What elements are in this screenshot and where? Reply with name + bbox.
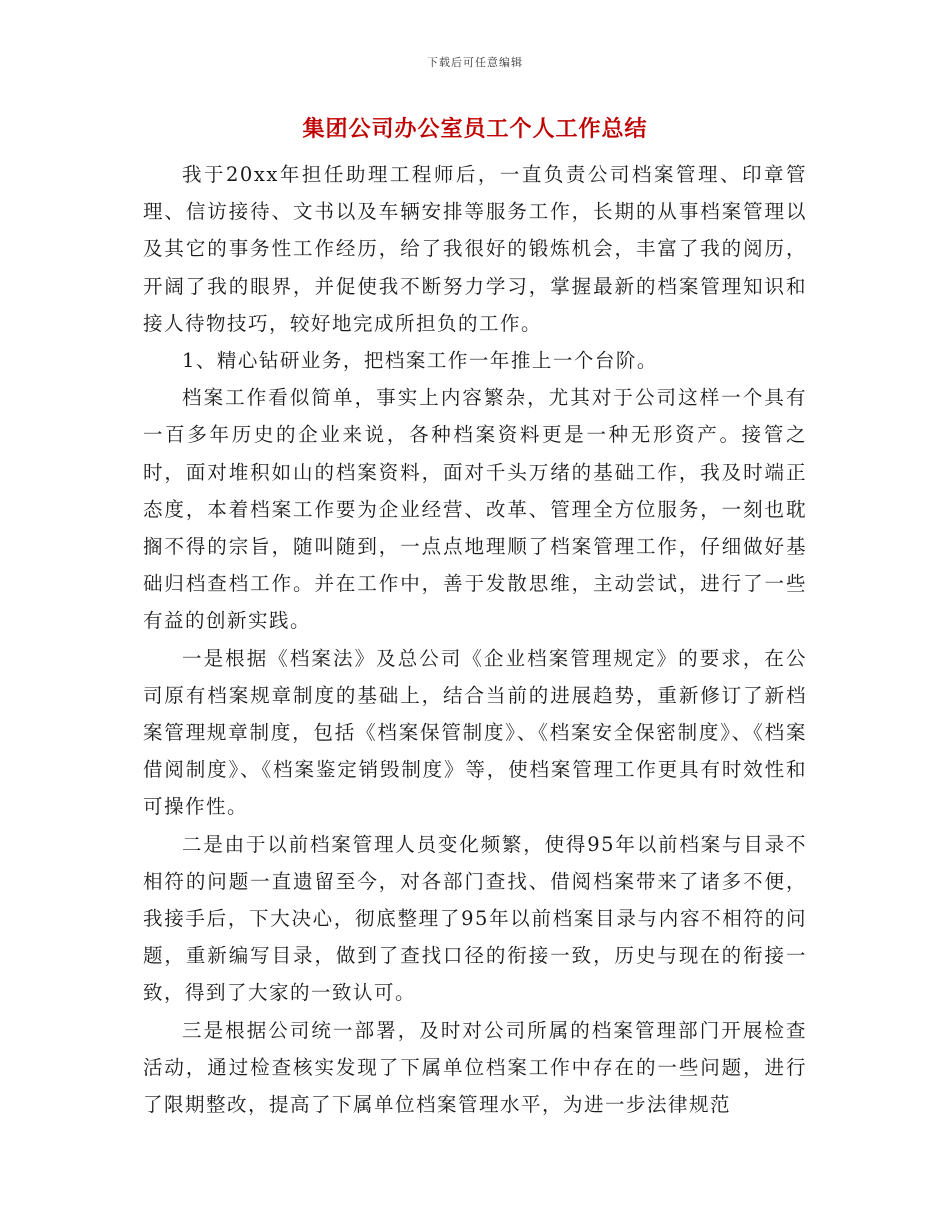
header-note: 下载后可任意编辑 [427,56,523,69]
paragraph-intro: 我于20xx年担任助理工程师后，一直负责公司档案管理、印章管理、信访接待、文书以及车辆安排等服务工作，长期的从事档案管理以及其它的事务性工作经历，给了我很好的锻炼机会，丰富了我的阅历，开阔了我的眼界，并促使我不断努力学习，掌握最新的档案管理知识和接人待物技巧，较好地完成所担负的工作。 [143,163,807,335]
paragraph-section-1-heading: 1、精心钻研业务，把档案工作一年推上一个台阶。 [182,349,658,373]
paragraph-archive-work: 档案工作看似简单，事实上内容繁杂，尤其对于公司这样一个具有一百多年历史的企业来说，各种档案资料更是一种无形资产。接管之时，面对堆积如山的档案资料，面对千头万绪的基础工作，我及时端正态度，本着档案工作要为企业经营、改革、管理全方位服务，一刻也耽搁不得的宗旨，随叫随到，一点点地理顺了档案管理工作，仔细做好基础归档查档工作。并在工作中，善于发散思维，主动尝试，进行了一些有益的创新实践。 [143,386,807,633]
paragraph-point-three: 三是根据公司统一部署，及时对公司所属的档案管理部门开展检查活动，通过检查核实发现了下属单位档案工作中存在的一些问题，进行了限期整改，提高了下属单位档案管理水平，为进一步法律规范 [143,1018,807,1117]
document-title: 集团公司办公室员工个人工作总结 [302,116,648,142]
paragraph-point-one: 一是根据《档案法》及总公司《企业档案管理规定》的要求，在公司原有档案规章制度的基础上，结合当前的进展趋势，重新修订了新档案管理规章制度，包括《档案保管制度》、《档案安全保密制度》、《档案借阅制度》、《档案鉴定销毁制度》等，使档案管理工作更具有时效性和可操作性。 [143,646,807,819]
paragraph-point-two: 二是由于以前档案管理人员变化频繁，使得95年以前档案与目录不相符的问题一直遗留至今，对各部门查找、借阅档案带来了诸多不便，我接手后，下大决心，彻底整理了95年以前档案目录与内容不相符的问题，重新编写目录，做到了查找口径的衔接一致，历史与现在的衔接一致，得到了大家的一致认可。 [143,832,807,1005]
document-body [143,156,807,1123]
